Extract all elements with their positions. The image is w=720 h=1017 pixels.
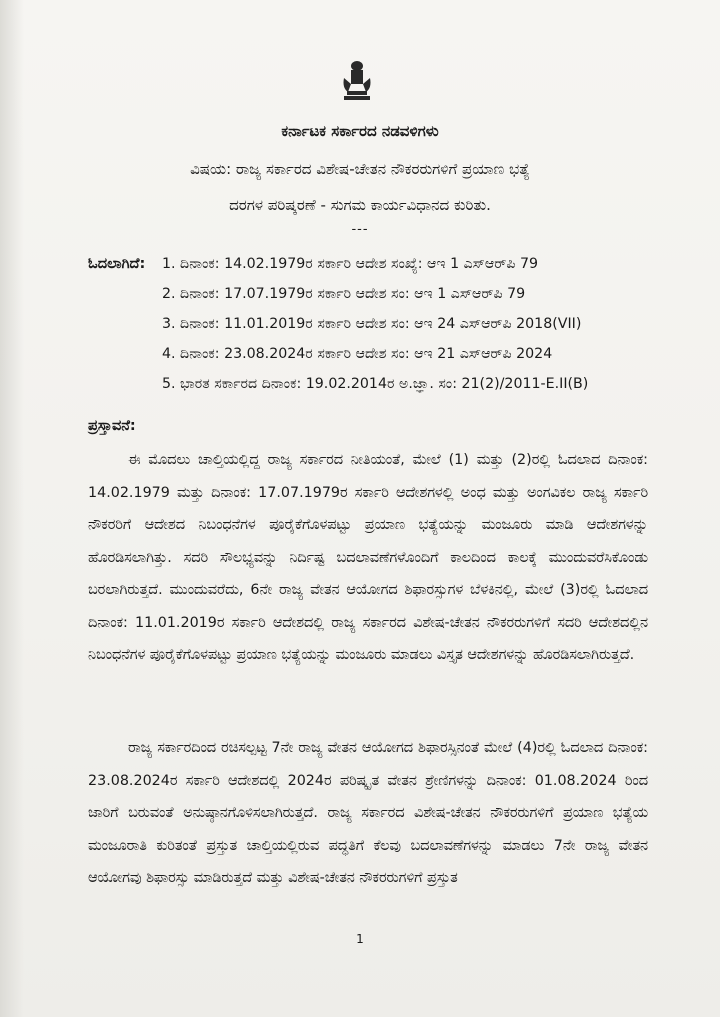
page-edge-shadow bbox=[0, 0, 24, 1017]
document-title: ಕರ್ನಾಟಕ ಸರ್ಕಾರದ ನಡವಳಿಗಳು bbox=[281, 122, 439, 140]
subject-line-2: ದರಗಳ ಪರಿಷ್ಕರಣೆ - ಸುಗಮ ಕಾರ್ಯವಿಧಾನದ ಕುರಿತು. bbox=[229, 196, 491, 214]
preamble-label: ಪ್ರಸ್ತಾವನೆ: bbox=[88, 418, 136, 434]
paragraph-2 bbox=[88, 732, 648, 895]
references-label: ಓದಲಾಗಿದೆ: bbox=[88, 256, 146, 272]
page-number: 1 bbox=[356, 932, 364, 946]
subject-line-1: ವಿಷಯ: ರಾಜ್ಯ ಸರ್ಕಾರದ ವಿಶೇಷ-ಚೇತನ ನೌಕರರುಗಳಿಗೆ ಪ್ರಯಾಣ ಭತ್ಯೆ bbox=[190, 160, 530, 178]
reference-item: 2. ದಿನಾಂಕ: 17.07.1979ರ ಸರ್ಕಾರಿ ಆದೇಶ ಸಂ: ಆಇ 1 ಎಸ್‌ಆರ್‌ಪಿ 79 bbox=[162, 286, 526, 302]
reference-item: 5. ಭಾರತ ಸರ್ಕಾರದ ದಿನಾಂಕ: 19.02.2014ರ ಅ.ಜ್ಞಾ. ಸಂ: 21(2)/2011-E.II(B) bbox=[162, 376, 589, 392]
reference-item: 4. ದಿನಾಂಕ: 23.08.2024ರ ಸರ್ಕಾರಿ ಆದೇಶ ಸಂ: ಆಇ 21 ಎಸ್‌ಆರ್‌ಪಿ 2024 bbox=[162, 346, 553, 362]
reference-item: 1. ದಿನಾಂಕ: 14.02.1979ರ ಸರ್ಕಾರಿ ಆದೇಶ ಸಂಖ್ಯೆ: ಆಇ 1 ಎಸ್‌ಆರ್‌ಪಿ 79 bbox=[162, 256, 539, 272]
paragraph-1-text: ಈ ಮೊದಲು ಚಾಲ್ತಿಯಲ್ಲಿದ್ದ ರಾಜ್ಯ ಸರ್ಕಾರದ ನೀತಿಯಂತೆ, ಮೇಲೆ (1) ಮತ್ತು (2)ರಲ್ಲಿ ಓದಲಾದ ದಿನಾಂಕ: 14.02.1979 ಮತ್ತು ದಿನಾಂಕ: 17.07.1979ರ ಸರ್ಕಾರಿ ಆದೇಶಗಳಲ್ಲಿ ಅಂಧ ಮತ್ತು ಅಂಗವಿಕಲ ರಾಜ್ಯ ಸರ್ಕಾರಿ ನೌಕರರಿಗೆ ಆದೇಶದ ನಿಬಂಧನೆಗಳ ಪೂರೈಕೆಗೊಳಪಟ್ಟು ಪ್ರಯಾಣ ಭತ್ಯೆಯನ್ನು ಮಂಜೂರು ಮಾಡಿ ಆದೇಶಗಳನ್ನು ಹೊರಡಿಸಲಾಗಿತ್ತು. ಸದರಿ ಸೌಲಭ್ಯವನ್ನು ನಿರ್ದಿಷ್ಟ ಬದಲಾವಣೆಗಳೊಂದಿಗೆ ಕಾಲದಿಂದ ಕಾಲಕ್ಕೆ ಮುಂದುವರೆಸಿಕೊಂಡು ಬರಲಾಗಿರುತ್ತದೆ. ಮುಂದುವರೆದು, 6ನೇ ರಾಜ್ಯ ವೇತನ ಆಯೋಗದ ಶಿಫಾರಸ್ಸುಗಳ ಬೆಳಕಿನಲ್ಲಿ, ಮೇಲೆ (3)ರಲ್ಲಿ ಓದಲಾದ ದಿನಾಂಕ: 11.01.2019ರ ಸರ್ಕಾರಿ ಆದೇಶದಲ್ಲಿ ರಾಜ್ಯ ಸರ್ಕಾರದ ವಿಶೇಷ-ಚೇತನ ನೌಕರರುಗಳಿಗೆ ಸದರಿ ಆದೇಶದಲ್ಲಿನ ನಿಬಂಧನೆಗಳ ಪೂರೈಕೆಗೊಳಪಟ್ಟು ಪ್ರಯಾಣ ಭತ್ಯೆಯನ್ನು ಮಂಜೂರು ಮಾಡಲು ವಿಸ್ತೃತ ಆದೇಶಗಳನ್ನು ಹೊರಡಿಸಲಾಗಿರುತ್ತದೆ. bbox=[88, 452, 648, 663]
karnataka-emblem-icon bbox=[340, 58, 374, 102]
paragraph-1 bbox=[88, 444, 648, 672]
paragraph-2-text: ರಾಜ್ಯ ಸರ್ಕಾರದಿಂದ ರಚಿಸಲ್ಪಟ್ಟ 7ನೇ ರಾಜ್ಯ ವೇತನ ಆಯೋಗದ ಶಿಫಾರಸ್ಸಿನಂತೆ ಮೇಲೆ (4)ರಲ್ಲಿ ಓದಲಾದ ದಿನಾಂಕ: 23.08.2024ರ ಸರ್ಕಾರಿ ಆದೇಶದಲ್ಲಿ 2024ರ ಪರಿಷ್ಕೃತ ವೇತನ ಶ್ರೇಣಿಗಳನ್ನು ದಿನಾಂಕ: 01.08.2024 ರಿಂದ ಜಾರಿಗೆ ಬರುವಂತೆ ಅನುಷ್ಠಾನಗೊಳಿಸಲಾಗಿರುತ್ತದೆ. ರಾಜ್ಯ ಸರ್ಕಾರದ ವಿಶೇಷ-ಚೇತನ ನೌಕರರುಗಳಿಗೆ ಪ್ರಯಾಣ ಭತ್ಯೆಯ ಮಂಜೂರಾತಿ ಕುರಿತಂತೆ ಪ್ರಸ್ತುತ ಚಾಲ್ತಿಯಲ್ಲಿರುವ ಪದ್ಧತಿಗೆ ಕೆಲವು ಬದಲಾವಣೆಗಳನ್ನು ಮಾಡಲು 7ನೇ ರಾಜ್ಯ ವೇತನ ಆಯೋಗವು ಶಿಫಾರಸ್ಸು ಮಾಡಿರುತ್ತದೆ ಮತ್ತು ವಿಶೇಷ-ಚೇತನ ನೌಕರರುಗಳಿಗೆ ಪ್ರಸ್ತುತ bbox=[88, 740, 648, 886]
separator: --- bbox=[351, 222, 369, 237]
reference-item: 3. ದಿನಾಂಕ: 11.01.2019ರ ಸರ್ಕಾರಿ ಆದೇಶ ಸಂ: ಆಇ 24 ಎಸ್‌ಆರ್‌ಪಿ 2018(VII) bbox=[162, 316, 582, 332]
